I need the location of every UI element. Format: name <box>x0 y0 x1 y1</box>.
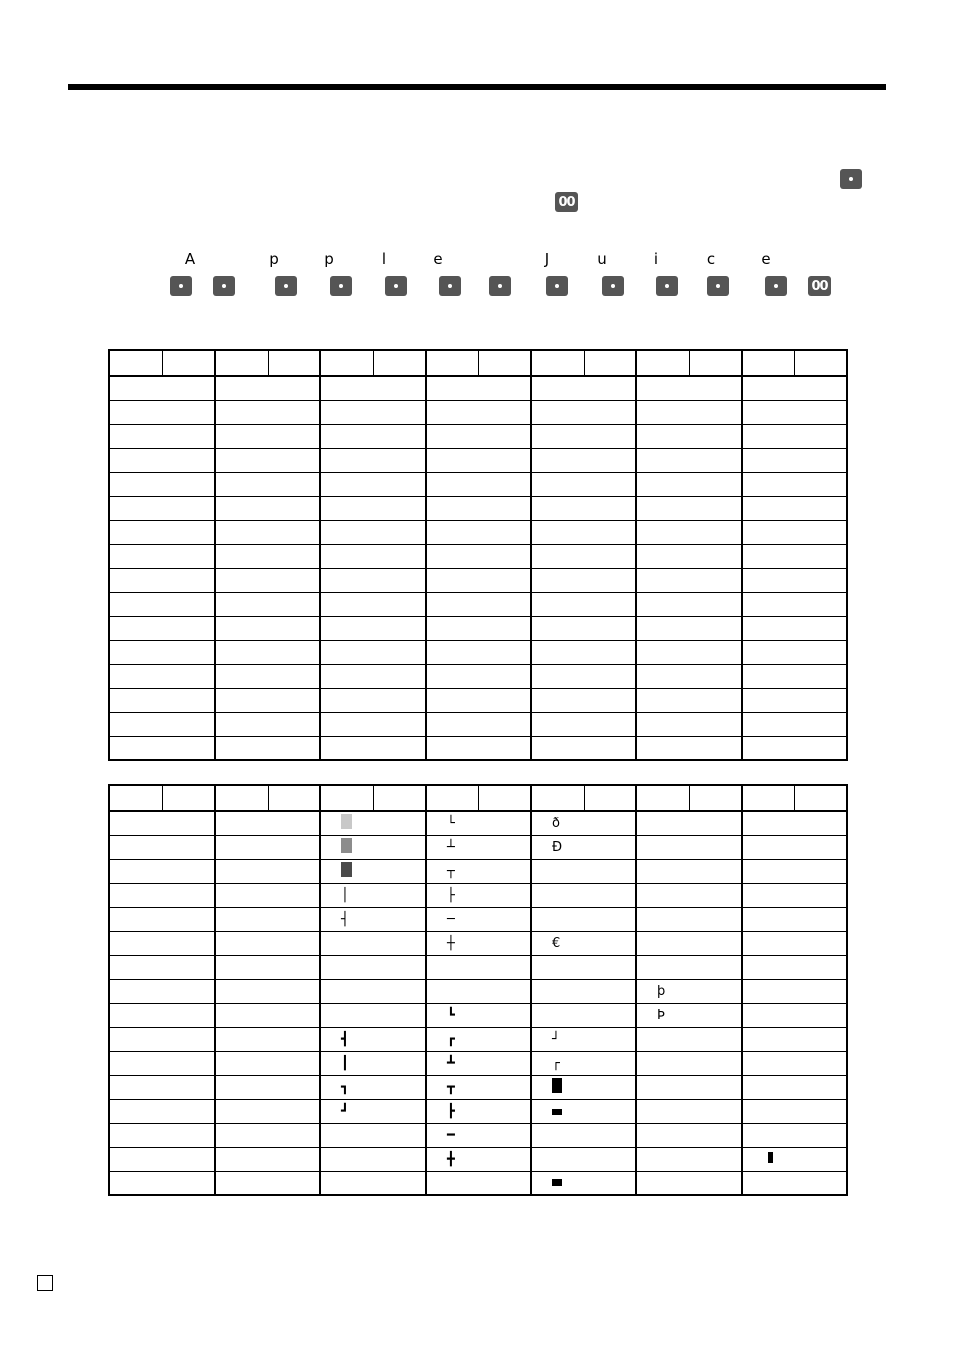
table-row <box>109 592 847 616</box>
table-row <box>109 907 847 931</box>
table-row <box>109 979 847 1003</box>
table-row <box>109 931 847 955</box>
table-row <box>109 1099 847 1123</box>
example-letter: e <box>761 250 771 268</box>
box-glyph: ┬ <box>447 863 455 879</box>
box-glyph: ┌ <box>552 1055 560 1071</box>
key-dot-icon <box>439 276 461 296</box>
table-header-row <box>109 785 847 811</box>
key-dot-icon <box>707 276 729 296</box>
example-letter: J <box>544 250 550 268</box>
box-glyph: ━ <box>447 1127 455 1143</box>
table-row <box>109 448 847 472</box>
box-glyph: ┣ <box>447 1103 455 1119</box>
key-dot-icon <box>840 169 862 189</box>
table-row <box>109 400 847 424</box>
light-shade-block-icon <box>341 814 352 829</box>
key-dot-icon <box>213 276 235 296</box>
example-letter: A <box>184 250 196 268</box>
box-glyph: ┘ <box>552 1031 560 1047</box>
lower-block-icon <box>552 1109 562 1115</box>
dark-shade-block-icon <box>341 862 352 877</box>
example-letter: p <box>324 250 334 268</box>
box-glyph: ╋ <box>447 1151 455 1167</box>
table-row <box>109 1003 847 1027</box>
table-row <box>109 1075 847 1099</box>
box-glyph: ┏ <box>447 1031 455 1047</box>
key-dot-icon <box>546 276 568 296</box>
table-row <box>109 544 847 568</box>
box-glyph: ┫ <box>341 1031 349 1047</box>
char-glyph: Ð <box>552 839 563 855</box>
table-row <box>109 496 847 520</box>
table-row <box>109 520 847 544</box>
character-code-table-2 <box>108 784 848 1196</box>
table-row <box>109 568 847 592</box>
table-row <box>109 472 847 496</box>
box-glyph: ┴ <box>447 839 455 855</box>
table-row <box>109 688 847 712</box>
table-row <box>109 664 847 688</box>
example-letter: p <box>269 250 279 268</box>
table-row <box>109 1123 847 1147</box>
key-dot-icon <box>656 276 678 296</box>
box-glyph: │ <box>341 887 349 903</box>
char-glyph: þ <box>657 983 666 999</box>
page-marker-box <box>37 1275 53 1291</box>
table-row <box>109 1051 847 1075</box>
character-code-table-1 <box>108 349 848 761</box>
small-block-icon <box>552 1179 562 1186</box>
example-letter: l <box>381 250 387 268</box>
key-dot-icon <box>385 276 407 296</box>
top-rule <box>68 84 886 90</box>
key-dot-icon <box>489 276 511 296</box>
table-row <box>109 1171 847 1195</box>
full-block-icon <box>552 1078 562 1093</box>
table-row <box>109 424 847 448</box>
box-glyph: ┃ <box>341 1055 349 1071</box>
box-glyph: ┛ <box>341 1103 349 1119</box>
example-letter: c <box>706 250 716 268</box>
example-letter: u <box>597 250 607 268</box>
box-glyph: ┼ <box>447 935 455 951</box>
box-glyph: ┻ <box>447 1055 455 1071</box>
narrow-block-icon <box>768 1152 773 1163</box>
table-row <box>109 811 847 835</box>
key-dot-icon <box>765 276 787 296</box>
euro-glyph: € <box>552 935 561 951</box>
table-row <box>109 1027 847 1051</box>
table-row <box>109 640 847 664</box>
example-letter: e <box>433 250 443 268</box>
table-row <box>109 883 847 907</box>
double-zero-key: 00 <box>808 276 831 296</box>
key-dot-icon <box>170 276 192 296</box>
table-row <box>109 712 847 736</box>
table-row <box>109 616 847 640</box>
table-row <box>109 835 847 859</box>
box-glyph: ┗ <box>447 1007 455 1023</box>
table-row <box>109 859 847 883</box>
key-dot-icon <box>602 276 624 296</box>
box-glyph: ┳ <box>447 1079 455 1095</box>
table-row <box>109 1147 847 1171</box>
table-row <box>109 955 847 979</box>
char-glyph: Þ <box>657 1007 665 1023</box>
box-glyph: └ <box>447 815 455 831</box>
table-row <box>109 736 847 760</box>
box-glyph: ─ <box>447 911 455 927</box>
box-glyph: ┓ <box>341 1079 349 1095</box>
box-glyph: ├ <box>447 887 455 903</box>
medium-shade-block-icon <box>341 838 352 853</box>
key-dot-icon <box>275 276 297 296</box>
example-letter: i <box>653 250 659 268</box>
box-glyph: ┤ <box>341 911 349 927</box>
table-row <box>109 376 847 400</box>
key-dot-icon <box>330 276 352 296</box>
char-glyph: ð <box>552 815 560 831</box>
table-header-row <box>109 350 847 376</box>
double-zero-key: 00 <box>555 192 578 212</box>
